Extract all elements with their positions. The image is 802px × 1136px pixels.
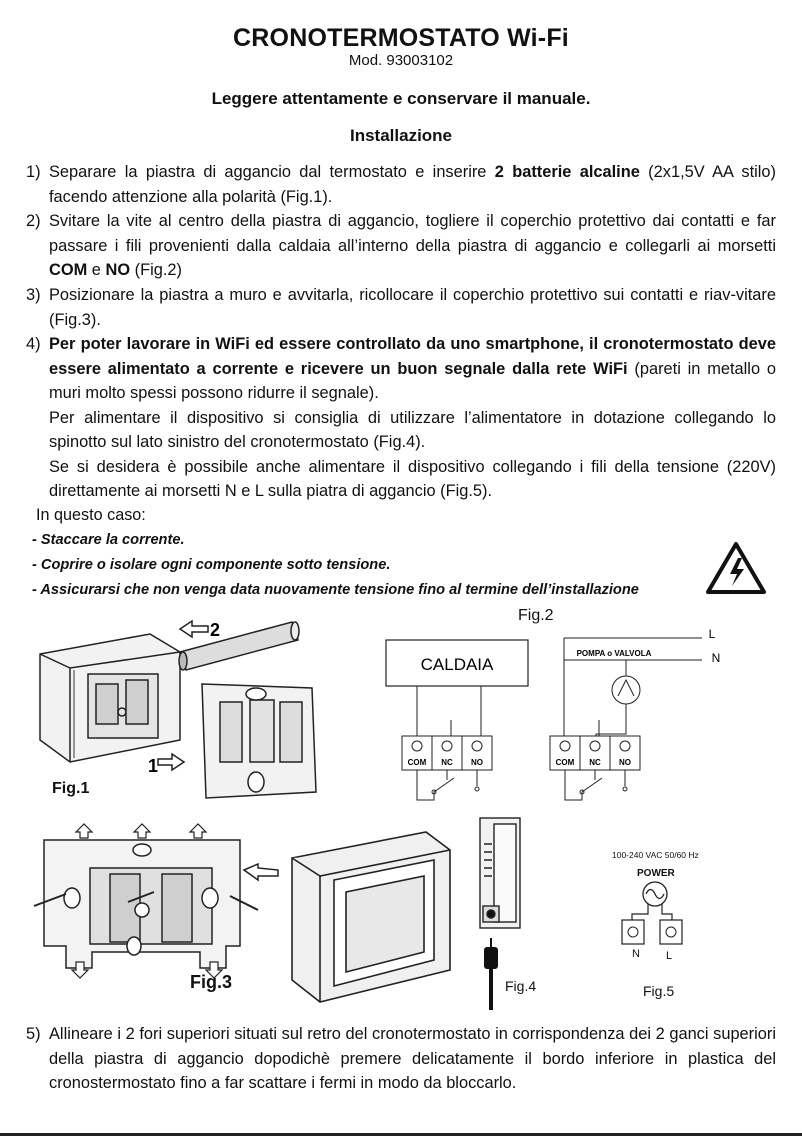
step-text-part: (2x1,5V AA stilo) facendo attenzione alla polarità (Fig.1).: [49, 163, 776, 206]
terminal-com-label: COM: [407, 758, 427, 767]
wall-plate-front-icon: [44, 840, 240, 968]
fig3-label: Fig.3: [190, 972, 233, 992]
step-number: 5): [26, 1025, 41, 1043]
step-number: 1): [26, 163, 41, 181]
step-text-bold: Per poter lavorare in WiFi ed essere controllato da uno smartphone, il cronotermostato deve essere alimentato a corrente e ricevere un buon segnale dalla rete WiFi: [49, 335, 776, 378]
step-text-bold: NO: [105, 261, 131, 279]
case-text: In questo caso:: [36, 506, 146, 524]
fig2-label: Fig.2: [518, 607, 554, 624]
terminal-no-label: NO: [471, 758, 483, 767]
step-text-part: (pareti in metallo o muri molto spessi possono ridurre il segnale).: [49, 359, 776, 402]
step-text-bold: 2 batterie alcaline: [494, 163, 640, 181]
warning-2: - Coprire o isolare ogni componente sotto tensione.: [32, 557, 391, 573]
fig1-label: Fig.1: [52, 780, 90, 797]
fig5-power-diagram: [618, 880, 694, 960]
model-number: Mod. 93003102: [348, 52, 454, 69]
step-number: 2): [26, 212, 41, 230]
warning-1: - Staccare la corrente.: [32, 532, 185, 548]
fig4-label: Fig.4: [505, 978, 537, 994]
arrow-left-icon: [180, 621, 208, 637]
step-text: Allineare i 2 fori superiori situati sul retro del cronotermostato in corrispondenza dei 2 ganci superiori della piastra di aggancio dopodichè premere delicatamente il bordo inferiore in plastica del cronostermostato fino a far scattare i fermi in modo da bloccarlo.: [49, 1025, 776, 1092]
fig1-label-2: 2: [210, 620, 221, 640]
boiler-label: CALDAIA: [420, 655, 494, 674]
warning-3: - Assicurarsi che non venga data nuovamente tensione fino al termine dell’installazione: [32, 582, 639, 598]
step-text: [26, 160, 776, 209]
fig5-label: Fig.5: [643, 983, 675, 999]
step-text: Posizionare la piastra a muro e avvitarla, ricollocare il coperchio protettivo sui contatti e riav-vitare (Fig.3).: [49, 286, 776, 329]
line-l-label: L: [708, 627, 716, 641]
terminal-n-label: N: [632, 948, 640, 960]
step-2: [26, 209, 776, 283]
document-title: CRONOTERMOSTATO Wi-Fi: [233, 24, 569, 52]
step-text-part: Separare la piastra di aggancio dal termostato e inserire: [49, 163, 495, 181]
pump-valve-label: POMPA o VALVOLA: [576, 649, 652, 658]
line-n-label: N: [711, 651, 721, 665]
step-text-bold: COM: [49, 261, 88, 279]
step-number: 3): [26, 286, 41, 304]
step-4: [26, 332, 776, 504]
terminal-no-label: NO: [619, 758, 631, 767]
terminal-n-icon: [622, 920, 644, 944]
fig2-wiring-diagram: [378, 624, 728, 812]
mounting-plate-icon: [202, 684, 316, 798]
terminal-l-icon: [660, 920, 682, 944]
fig1-label-1: 1: [148, 756, 159, 776]
step-text: [26, 209, 776, 283]
step-text: Per alimentare il dispositivo si consiglia di utilizzare l’alimentatore in dotazione collegando lo spinotto sul lato sinistro del cronotermostato (Fig.4).: [49, 408, 776, 451]
step-number: 4): [26, 335, 41, 353]
thermostat-side-icon: [480, 818, 520, 928]
thermostat-front-icon: [292, 832, 450, 1002]
step-5: [26, 1022, 776, 1096]
step-text: Se si desidera è possibile anche alimentare il dispositivo collegando i fili della tensione (220V) direttamente ai morsetti N e L sulla piatra di aggancio (Fig.5).: [49, 457, 776, 500]
terminal-l-label: L: [666, 950, 673, 962]
terminal-nc-label: NC: [441, 758, 453, 767]
step-1: [26, 160, 776, 209]
arrow-up-icon: [76, 824, 206, 838]
read-notice: Leggere attentamente e conservare il manuale.: [211, 89, 591, 108]
arrow-left-icon: [244, 864, 278, 880]
step-text-part: e: [87, 261, 106, 279]
step-text-part: Svitare la vite al centro della piastra di aggancio, togliere il coperchio protettivo dai contatti e far passare i fili provenienti dalla caldaia all’interno della piastra di aggancio e collegarli ai morsetti: [49, 212, 776, 255]
voltage-label: 100-240 VAC 50/60 Hz: [612, 850, 699, 860]
arrow-right-icon: [158, 754, 184, 770]
power-plug-icon: [485, 938, 497, 1010]
power-label: POWER: [637, 868, 675, 879]
step-text: [26, 332, 776, 406]
thermostat-back-icon: [40, 634, 180, 762]
fig3-illustration: [30, 820, 470, 1010]
terminal-com-label: COM: [555, 758, 575, 767]
terminal-nc-label: NC: [589, 758, 601, 767]
high-voltage-warning-icon: [704, 540, 768, 596]
step-text-part: (Fig.2): [130, 261, 182, 279]
step-3: [26, 283, 776, 332]
section-title: Installazione: [349, 126, 453, 145]
